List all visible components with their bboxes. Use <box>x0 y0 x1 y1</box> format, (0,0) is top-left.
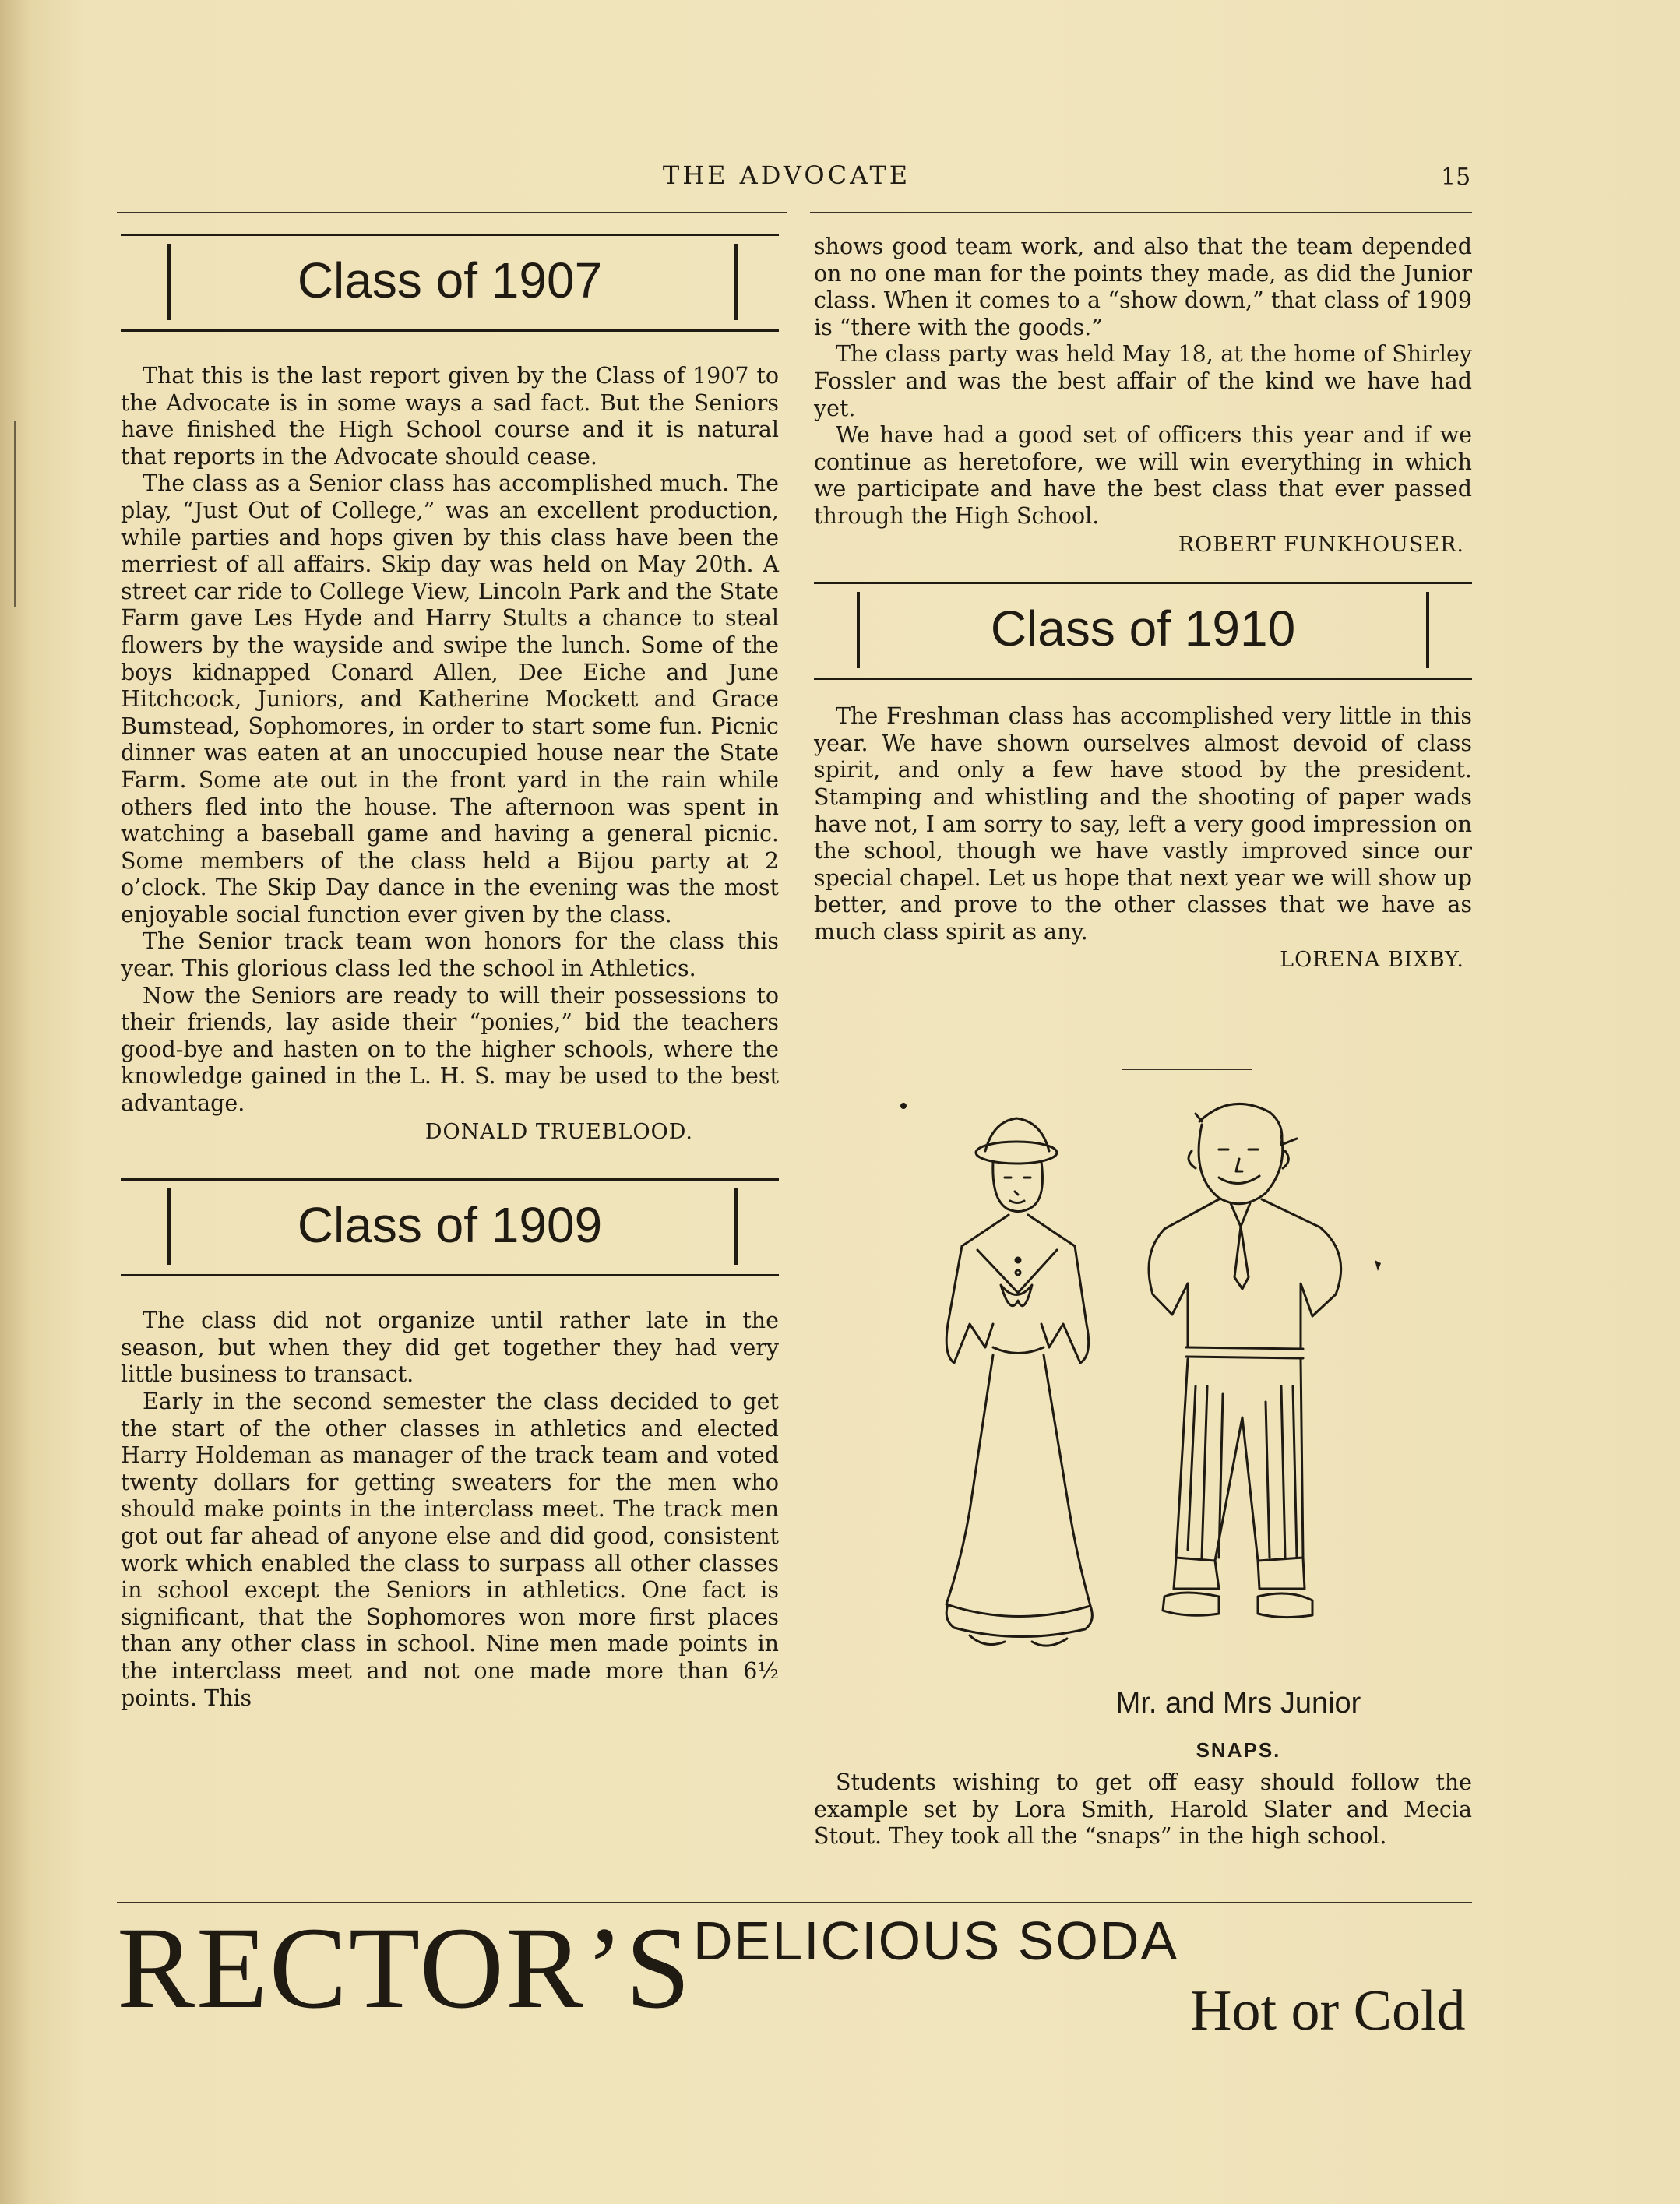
woman-figure <box>946 1118 1092 1646</box>
class-1910-heading-box <box>814 582 1472 680</box>
heading-bar-right <box>734 1188 738 1265</box>
class-1907-signature: DONALD TRUEBLOOD. <box>424 1119 693 1144</box>
class-1909-heading-box <box>121 1178 779 1276</box>
right-column <box>814 234 1472 974</box>
left-column <box>121 234 779 1712</box>
class-1909-signature: ROBERT FUNKHOUSER. <box>1178 532 1464 557</box>
snaps-paragraph: Students wishing to get off easy should follow the example set by Lora Smith, Harold Slater and Mecia Stout. They took all the “snaps” in the high school. <box>814 1769 1472 1850</box>
class-1910-heading: Class of 1910 <box>990 600 1296 657</box>
snaps-section <box>814 1769 1472 1850</box>
class-1907-paragraph: Now the Seniors are ready to will their possessions to their friends, lay aside their “ponies,” bid the teachers good-bye and hasten on to the higher schools, where the knowledge gained in the L. H. S. may be used to the best advantage. <box>121 982 779 1117</box>
advertisement-subline: Hot or Cold <box>1190 1979 1466 2043</box>
illustration-caption: Mr. and Mrs Junior <box>1115 1687 1361 1720</box>
man-figure <box>1149 1104 1341 1617</box>
snaps-heading: SNAPS. <box>1196 1738 1281 1762</box>
class-1907-heading-box <box>121 234 779 332</box>
header-rule-left <box>117 212 787 213</box>
class-1909-paragraph: The class did not organize until rather late in the season, but when they did get together they had very little business to transact. <box>121 1308 779 1388</box>
binding-edge-line <box>14 421 16 607</box>
mr-and-mrs-junior-illustration <box>876 1090 1390 1690</box>
class-1910-signature: LORENA BIXBY. <box>1280 948 1464 973</box>
class-1909-paragraph: We have had a good set of officers this year and if we continue as heretofore, we will win everything in which we participate and have the best class that ever passed through the High School. <box>814 422 1472 529</box>
class-1909-heading: Class of 1909 <box>297 1197 603 1254</box>
running-header: THE ADVOCATE <box>662 160 911 190</box>
class-1909-paragraph: Early in the second semester the class decided to get the start of the other classes in athletics and elected Harry Holdeman as manager of the track team and voted twenty dollars for getting sweaters for the men who should make points in the interclass meet. The track men got out far ahead of anyone else and did good, consistent work which enabled the class to surpass all other classes in school except the Seniors in athletics. One fact is significant, that the Sophomores won more first places than any other class in school. Nine men made points in the interclass meet and not one made more than 6½ points. This <box>121 1389 779 1711</box>
class-1907-heading: Class of 1907 <box>297 252 603 308</box>
heading-bar-right <box>1426 592 1429 668</box>
class-1907-paragraph: The Senior track team won honors for the class this year. This glorious class led the school in Athletics. <box>121 928 779 982</box>
section-divider <box>1122 1069 1252 1070</box>
class-1909-paragraph: The class party was held May 18, at the home of Shirley Fossler and was the best affair of the kind we have had yet. <box>814 341 1472 421</box>
class-1907-paragraph: The class as a Senior class has accomplished much. The play, “Just Out of College,” was an excellent production, while parties and hops given by this class have been the merriest of all affairs. Skip day was held on May 20th. A street car ride to College View, Lincoln Park and the State Farm gave Les Hyde and Harry Stults a chance to steal flowers by the wayside and swipe the lunch. Some of the boys kidnapped Conard Allen, Dee Eiche and June Hitchcock, Juniors, and Katherine Mockett and Grace Bumstead, Sophomores, in order to start some fun. Picnic dinner was eaten at an unoccupied house near the State Farm. Some ate out in the front yard in the rain while others fled into the house. The afternoon was spent in watching a baseball game and having a general picnic. Some members of the class held a Bijou party at 2 o’clock. The Skip Day dance in the evening was the most enjoyable social function ever given by the class. <box>121 470 779 928</box>
class-1909-continuation: shows good team work, and also that the team depended on no one man for the points they made, as did the Junior class. When it comes to a “show down,” that class of 1909 is “there with the goods.” <box>814 234 1472 340</box>
header-rule-right <box>810 212 1472 213</box>
class-1910-paragraph: The Freshman class has accomplished very little in this year. We have shown ourselves almost devoid of class spirit, and only a few have stood by the president. Stamping and whistling and the shooting of paper wads have not, I am sorry to say, left a very good impression on the school, though we have vastly improved since our special chapel. Let us hope that next year we will show up better, and prove to the other classes that we have as much class spirit as any. <box>814 703 1472 945</box>
class-1907-paragraph: That this is the last report given by the Class of 1907 to the Advocate is in some ways a sad fact. But the Seniors have finished the High School course and it is natural that reports in the Advocate should cease. <box>121 363 779 470</box>
heading-bar-right <box>734 244 738 320</box>
advertisement-brand: RECTOR’S <box>117 1903 692 2033</box>
page-number: 15 <box>1441 164 1471 191</box>
advertisement-tagline: DELICIOUS SODA <box>693 1910 1179 1971</box>
